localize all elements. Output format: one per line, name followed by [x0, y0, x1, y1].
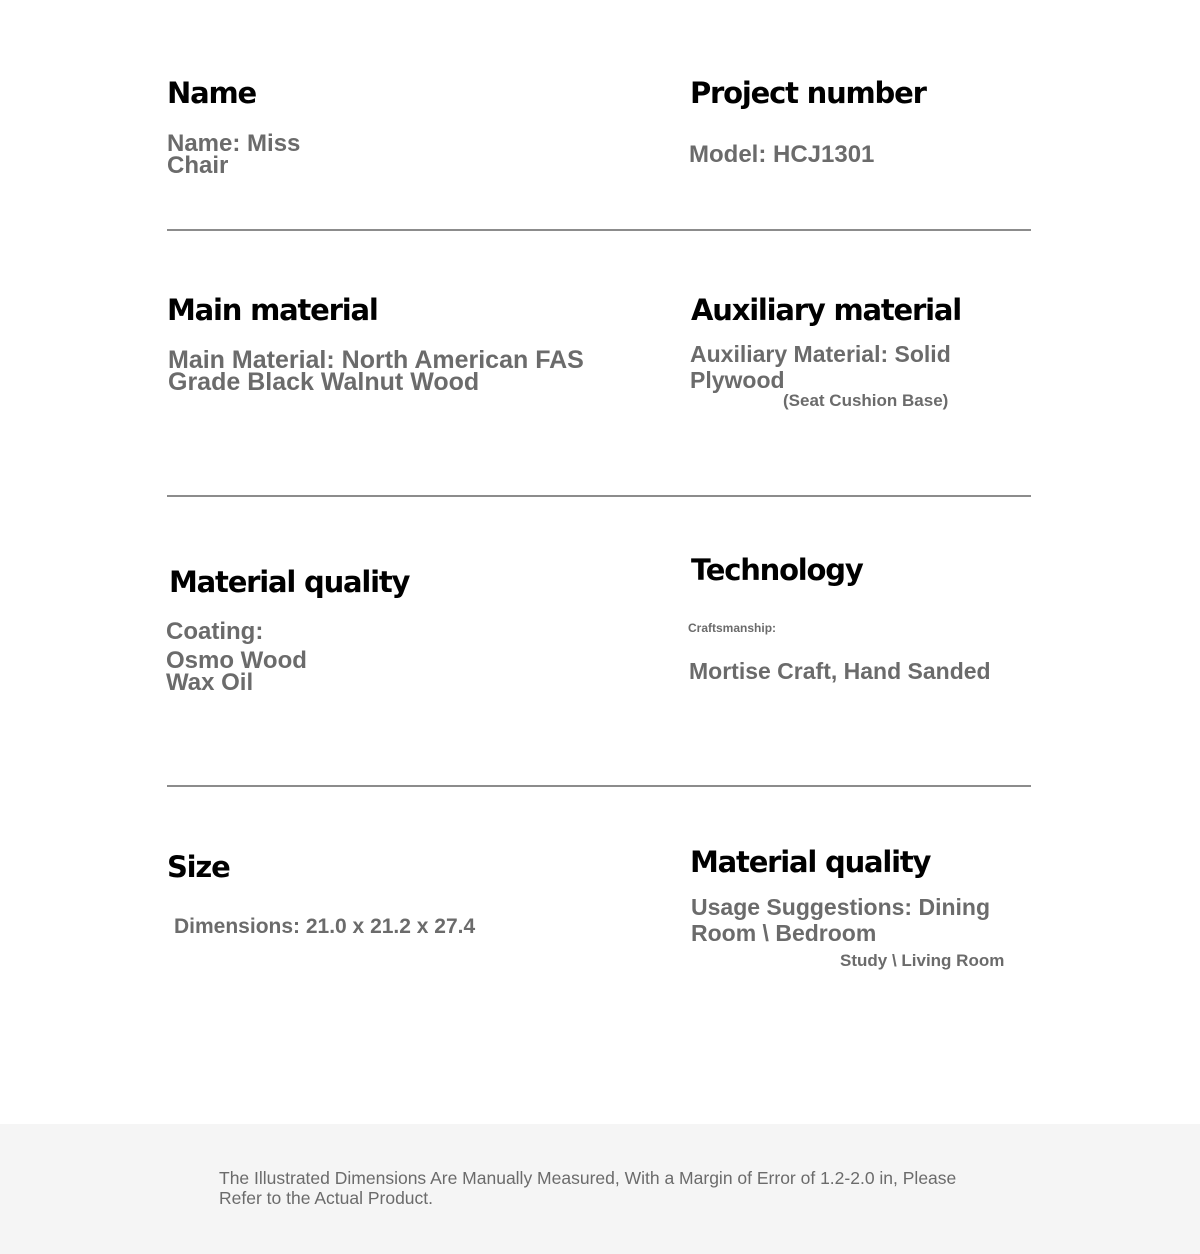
size-heading: Size [167, 850, 230, 884]
footer-disclaimer: The Illustrated Dimensions Are Manually Measured, With a Margin of Error of 1.2-2.0 in, Please Refer to the Actual Product. [219, 1168, 957, 1208]
main-material-value-line2: Grade Black Walnut Wood [168, 368, 480, 396]
material-quality-heading: Material quality [169, 565, 410, 599]
auxiliary-material-value-line1: Auxiliary Material: Solid [690, 341, 951, 367]
name-value [167, 130, 301, 179]
coating-value [166, 647, 307, 696]
coating-value-line1: Osmo Wood [166, 647, 307, 674]
name-value-line2: Chair [167, 152, 229, 179]
main-material-heading: Main material [167, 293, 378, 327]
craftsmanship-value: Mortise Craft, Hand Sanded [689, 658, 991, 684]
usage-value-line1: Usage Suggestions: Dining [691, 894, 991, 920]
name-value-line1: Name: Miss [167, 130, 301, 157]
divider [167, 495, 1031, 497]
usage-note: Study \ Living Room [840, 951, 1005, 970]
usage-heading: Material quality [690, 845, 931, 879]
project-number-value: Model: HCJ1301 [689, 141, 875, 168]
usage-value [691, 894, 990, 946]
craftsmanship-label: Craftsmanship: [688, 621, 777, 635]
coating-label: Coating: [166, 618, 264, 645]
auxiliary-material-note: (Seat Cushion Base) [783, 391, 949, 410]
auxiliary-material-value-line2: Plywood [690, 367, 785, 393]
divider [167, 785, 1031, 787]
coating-value-line2: Wax Oil [166, 669, 254, 696]
divider [167, 229, 1031, 231]
name-heading: Name [167, 76, 256, 110]
auxiliary-material-heading: Auxiliary material [691, 293, 961, 327]
usage-value-line2: Room \ Bedroom [691, 920, 877, 946]
main-material-value-line1: Main Material: North American FAS [168, 346, 584, 374]
auxiliary-material-value [690, 341, 951, 393]
project-number-heading: Project number [690, 76, 926, 110]
dimensions-value: Dimensions: 21.0 x 21.2 x 27.4 [174, 915, 476, 938]
main-material-value [168, 346, 584, 396]
footer [0, 1124, 1200, 1254]
technology-heading: Technology [691, 553, 863, 587]
